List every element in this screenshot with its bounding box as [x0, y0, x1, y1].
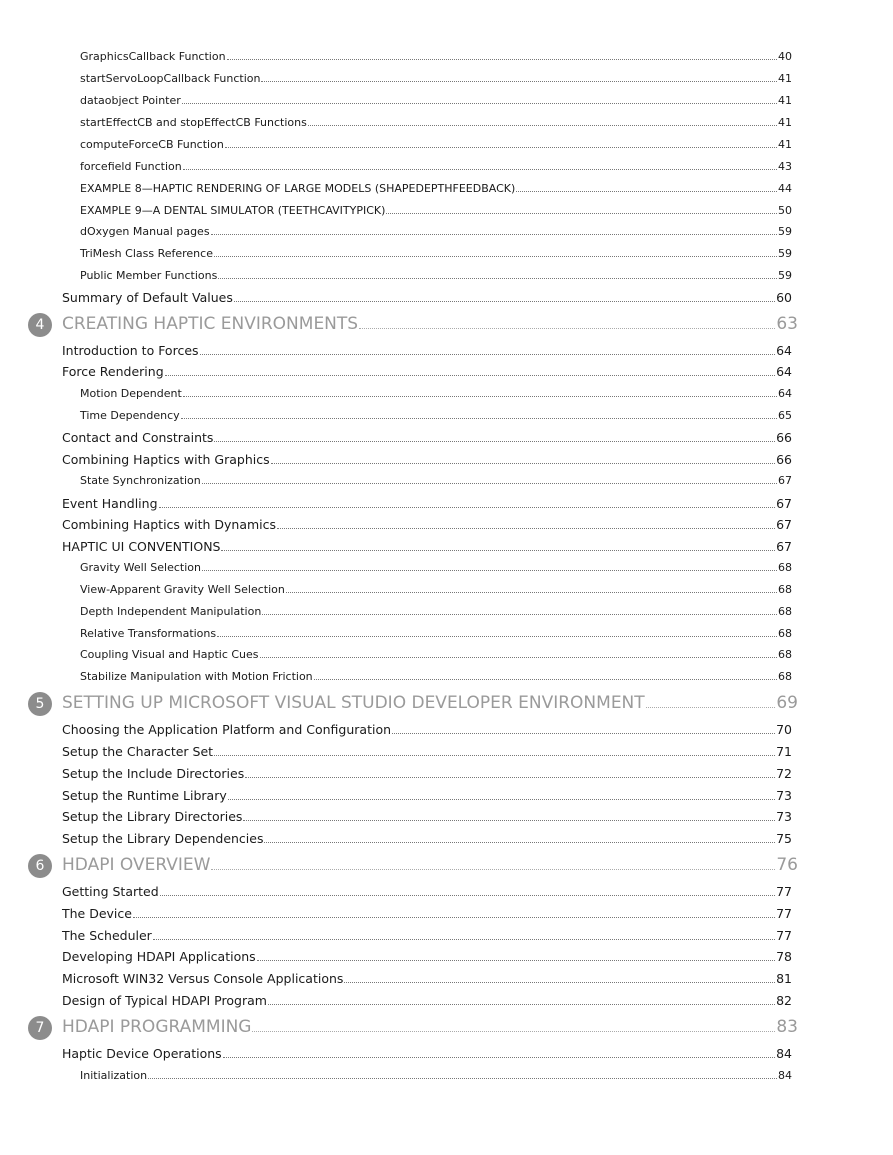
- toc-entry[interactable]: [62, 906, 792, 921]
- toc-entry-title: The Scheduler: [62, 928, 152, 943]
- toc-page-number: 84: [778, 1069, 792, 1082]
- dot-leader: [211, 869, 775, 870]
- toc-entry[interactable]: [80, 474, 792, 487]
- toc-page-number: 77: [776, 884, 792, 899]
- toc-entry[interactable]: [62, 496, 792, 511]
- toc-entry-title: Summary of Default Values: [62, 290, 233, 305]
- toc-entry-title: Choosing the Application Platform and Configuration: [62, 722, 392, 737]
- toc-entry-title: Time Dependency: [80, 409, 180, 422]
- toc-page-number: 41: [778, 138, 792, 151]
- dot-leader: [234, 301, 775, 302]
- chapter-number-badge: 5: [28, 692, 52, 716]
- dot-leader: [227, 59, 777, 60]
- dot-leader: [202, 483, 777, 484]
- toc-entry-title: EXAMPLE 9—A DENTAL SIMULATOR (TEETHCAVITYPICK): [80, 204, 386, 217]
- dot-leader: [646, 707, 776, 708]
- toc-entry-title: dataobject Pointer: [80, 94, 181, 107]
- toc-entry[interactable]: [62, 884, 792, 899]
- toc-entry-title: EXAMPLE 8—HAPTIC RENDERING OF LARGE MODELS (SHAPEDEPTHFEEDBACK): [80, 182, 516, 195]
- toc-entry-title: Setup the Runtime Library: [62, 788, 227, 803]
- toc-page-number: 68: [778, 670, 792, 683]
- toc-entry-title: SETTING UP MICROSOFT VISUAL STUDIO DEVELOPER ENVIRONMENT: [62, 693, 645, 713]
- toc-entry[interactable]: [80, 561, 792, 574]
- toc-page-number: 68: [778, 648, 792, 661]
- dot-leader: [286, 592, 777, 593]
- dot-leader: [308, 125, 777, 126]
- toc-page-number: 72: [776, 766, 792, 781]
- dot-leader: [271, 463, 775, 464]
- toc-page-number: 41: [778, 72, 792, 85]
- toc-entry-title: startServoLoopCallback Function: [80, 72, 261, 85]
- toc-page-number: 71: [776, 744, 792, 759]
- toc-entry[interactable]: [80, 583, 792, 596]
- toc-entry[interactable]: [80, 627, 792, 640]
- dot-leader: [386, 213, 777, 214]
- toc-entry-title: Coupling Visual and Haptic Cues: [80, 648, 259, 661]
- toc-page-number: 59: [778, 247, 792, 260]
- dot-leader: [262, 614, 777, 615]
- dot-leader: [261, 81, 777, 82]
- dot-leader: [133, 917, 775, 918]
- dot-leader: [183, 169, 777, 170]
- toc-entry[interactable]: [80, 94, 792, 107]
- dot-leader: [181, 418, 777, 419]
- toc-entry[interactable]: [62, 290, 792, 305]
- dot-leader: [264, 842, 775, 843]
- toc-entry-title: Relative Transformations: [80, 627, 217, 640]
- dot-leader: [277, 528, 775, 529]
- dot-leader: [225, 147, 777, 148]
- toc-page-number: 75: [776, 831, 792, 846]
- toc-entry[interactable]: [62, 539, 792, 554]
- toc-page-number: 70: [776, 722, 792, 737]
- toc-page-number: 63: [776, 314, 798, 334]
- toc-entry[interactable]: [62, 993, 792, 1008]
- toc-entry-title: Combining Haptics with Graphics: [62, 452, 270, 467]
- toc-entry-title: Setup the Character Set: [62, 744, 214, 759]
- toc-page-number: 77: [776, 928, 792, 943]
- toc-page-number: 59: [778, 269, 792, 282]
- dot-leader: [268, 1004, 775, 1005]
- toc-page-number: 41: [778, 116, 792, 129]
- toc-entry-title: Gravity Well Selection: [80, 561, 201, 574]
- toc-entry[interactable]: [62, 971, 792, 986]
- toc-entry[interactable]: [80, 50, 792, 63]
- toc-page-number: 66: [776, 452, 792, 467]
- toc-entry-title: startEffectCB and stopEffectCB Functions: [80, 116, 307, 129]
- chapter-number-badge: 4: [28, 313, 52, 337]
- toc-chapter[interactable]: [35, 855, 798, 875]
- toc-entry-title: CREATING HAPTIC ENVIRONMENTS: [62, 314, 359, 334]
- dot-leader: [223, 1057, 775, 1058]
- toc-entry-title: Setup the Library Directories: [62, 809, 243, 824]
- toc-page-number: 64: [778, 387, 792, 400]
- toc-page-number: 40: [778, 50, 792, 63]
- toc-entry-title: Force Rendering: [62, 364, 164, 379]
- toc-entry[interactable]: [62, 364, 792, 379]
- toc-entry-title: Haptic Device Operations: [62, 1046, 222, 1061]
- toc-page-number: 66: [776, 430, 792, 445]
- toc-entry[interactable]: [62, 517, 792, 532]
- dot-leader: [211, 234, 777, 235]
- toc-chapter[interactable]: [35, 1017, 798, 1037]
- toc-entry[interactable]: [80, 225, 792, 238]
- toc-entry-title: The Device: [62, 906, 132, 921]
- toc-page-number: 41: [778, 94, 792, 107]
- toc-entry[interactable]: [80, 182, 792, 195]
- toc-page-number: 82: [776, 993, 792, 1008]
- toc-entry[interactable]: [80, 160, 792, 173]
- toc-entry[interactable]: [80, 116, 792, 129]
- toc-page-number: 64: [776, 343, 792, 358]
- toc-page-number: 84: [776, 1046, 792, 1061]
- dot-leader: [228, 799, 775, 800]
- dot-leader: [160, 895, 775, 896]
- dot-leader: [202, 570, 777, 571]
- toc-entry[interactable]: [80, 269, 792, 282]
- dot-leader: [218, 278, 777, 279]
- toc-entry-title: Developing HDAPI Applications: [62, 949, 256, 964]
- toc-entry[interactable]: [62, 722, 792, 737]
- toc-entry-title: Combining Haptics with Dynamics: [62, 517, 277, 532]
- toc-entry-title: Setup the Library Dependencies: [62, 831, 264, 846]
- chapter-number-badge: 7: [28, 1016, 52, 1040]
- dot-leader: [148, 1078, 777, 1079]
- toc-entry-title: Design of Typical HDAPI Program: [62, 993, 267, 1008]
- dot-leader: [159, 507, 776, 508]
- dot-leader: [165, 375, 775, 376]
- dot-leader: [344, 982, 775, 983]
- dot-leader: [200, 354, 776, 355]
- toc-entry-title: Contact and Constraints: [62, 430, 214, 445]
- toc-entry-title: GraphicsCallback Function: [80, 50, 226, 63]
- toc-entry-title: Event Handling: [62, 496, 158, 511]
- toc-entry-title: Introduction to Forces: [62, 343, 199, 358]
- toc-page-number: 76: [776, 855, 798, 875]
- toc-entry-title: HAPTIC UI CONVENTIONS: [62, 539, 221, 554]
- toc-page-number: 69: [776, 693, 798, 713]
- dot-leader: [214, 441, 775, 442]
- toc-entry-title: dOxygen Manual pages: [80, 225, 210, 238]
- dot-leader: [182, 103, 777, 104]
- toc-page-number: 67: [776, 496, 792, 511]
- toc-chapter[interactable]: [35, 314, 798, 334]
- chapter-number-badge: 6: [28, 854, 52, 878]
- toc-entry[interactable]: [62, 744, 792, 759]
- toc-entry[interactable]: [80, 605, 792, 618]
- toc-page-number: 77: [776, 906, 792, 921]
- toc-page-number: 73: [776, 788, 792, 803]
- dot-leader: [260, 657, 777, 658]
- toc-entry-title: Microsoft WIN32 Versus Console Applications: [62, 971, 344, 986]
- toc-entry[interactable]: [62, 809, 792, 824]
- toc-entry-title: forcefield Function: [80, 160, 182, 173]
- toc-entry[interactable]: [80, 387, 792, 400]
- dot-leader: [214, 755, 775, 756]
- toc-page-number: 81: [776, 971, 792, 986]
- toc-entry[interactable]: [80, 204, 792, 217]
- toc-entry-title: HDAPI OVERVIEW: [62, 855, 211, 875]
- toc-page-number: 68: [778, 561, 792, 574]
- toc-page-number: 73: [776, 809, 792, 824]
- toc-entry[interactable]: [62, 766, 792, 781]
- toc-page-number: 68: [778, 605, 792, 618]
- toc-entry[interactable]: [62, 831, 792, 846]
- toc-entry-title: HDAPI PROGRAMMING: [62, 1017, 252, 1037]
- toc-entry-title: State Synchronization: [80, 474, 201, 487]
- dot-leader: [221, 550, 775, 551]
- toc-entry[interactable]: [80, 670, 792, 683]
- toc-entry-title: Initialization: [80, 1069, 148, 1082]
- dot-leader: [252, 1031, 775, 1032]
- toc-chapter[interactable]: [35, 693, 798, 713]
- dot-leader: [153, 939, 775, 940]
- toc-entry-title: Stabilize Manipulation with Motion Friction: [80, 670, 313, 683]
- toc-entry-title: Setup the Include Directories: [62, 766, 245, 781]
- toc-entry[interactable]: [62, 949, 792, 964]
- toc-entry[interactable]: [80, 247, 792, 260]
- dot-leader: [183, 396, 777, 397]
- toc-page-number: 78: [776, 949, 792, 964]
- dot-leader: [314, 679, 777, 680]
- dot-leader: [359, 328, 775, 329]
- dot-leader: [516, 191, 777, 192]
- dot-leader: [243, 820, 775, 821]
- toc-entry[interactable]: [80, 648, 792, 661]
- toc-page-number: 65: [778, 409, 792, 422]
- toc-entry[interactable]: [80, 1069, 792, 1082]
- toc-page-number: 67: [776, 517, 792, 532]
- toc-entry[interactable]: [62, 928, 792, 943]
- toc-page-number: 43: [778, 160, 792, 173]
- toc-page-number: 68: [778, 583, 792, 596]
- toc-entry[interactable]: [62, 343, 792, 358]
- toc-page-number: 67: [778, 474, 792, 487]
- toc-page-number: 59: [778, 225, 792, 238]
- toc-entry[interactable]: [62, 1046, 792, 1061]
- toc-entry[interactable]: [62, 452, 792, 467]
- toc-page-number: 67: [776, 539, 792, 554]
- toc-entry-title: Depth Independent Manipulation: [80, 605, 262, 618]
- toc-entry[interactable]: [62, 430, 792, 445]
- toc-page-number: 60: [776, 290, 792, 305]
- dot-leader: [214, 256, 777, 257]
- toc-entry-title: computeForceCB Function: [80, 138, 224, 151]
- toc-entry-title: Getting Started: [62, 884, 159, 899]
- toc-page-number: 50: [778, 204, 792, 217]
- toc-entry-title: Public Member Functions: [80, 269, 218, 282]
- toc-page-number: 83: [776, 1017, 798, 1037]
- dot-leader: [245, 777, 775, 778]
- dot-leader: [257, 960, 775, 961]
- toc-entry[interactable]: [80, 72, 792, 85]
- toc-page-number: 68: [778, 627, 792, 640]
- dot-leader: [217, 636, 777, 637]
- dot-leader: [392, 733, 775, 734]
- toc-entry[interactable]: [80, 138, 792, 151]
- toc-entry[interactable]: [80, 409, 792, 422]
- toc-entry[interactable]: [62, 788, 792, 803]
- toc-page-number: 44: [778, 182, 792, 195]
- toc-entry-title: View-Apparent Gravity Well Selection: [80, 583, 285, 596]
- toc-entry-title: TriMesh Class Reference: [80, 247, 213, 260]
- toc-entry-title: Motion Dependent: [80, 387, 182, 400]
- toc-page-number: 64: [776, 364, 792, 379]
